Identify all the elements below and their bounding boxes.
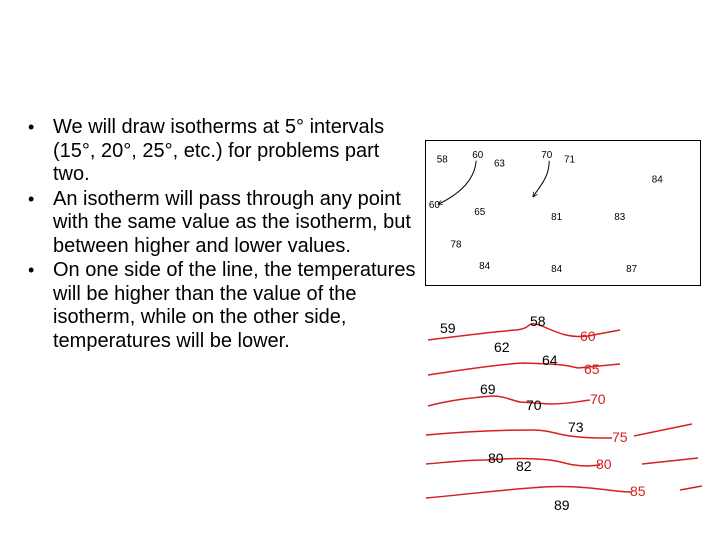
station-temperature-map	[425, 140, 701, 286]
bullet-list	[26, 116, 416, 354]
isotherm-label: 85	[630, 483, 646, 499]
temperature-value: 64	[542, 352, 558, 368]
isotherm-label: 80	[596, 456, 612, 472]
bullet-dot-icon: •	[28, 117, 35, 137]
station-value: 87	[626, 264, 638, 276]
isotherm-75-line-east	[634, 424, 692, 436]
station-value: 65	[474, 206, 486, 218]
station-value: 84	[479, 261, 491, 273]
arrow-icon	[439, 161, 476, 204]
temperature-value: 73	[568, 419, 584, 435]
station-value: 84	[651, 174, 663, 186]
bullet-text: We will draw isotherms at 5° intervals (15°, 20°, 25°, etc.) for problems part two.	[53, 116, 385, 185]
station-value: 83	[614, 211, 626, 223]
isotherm-85-line-east	[680, 486, 702, 490]
bullet-text: An isotherm will pass through any point with the same value as the isotherm, but between higher and lower values.	[53, 187, 411, 257]
isotherm-label: 70	[590, 391, 606, 407]
station-value: 81	[551, 211, 563, 223]
temperature-value: 70	[526, 397, 542, 413]
station-value: 78	[450, 239, 462, 251]
arrow-icon	[533, 161, 549, 197]
temperature-value: 80	[488, 450, 504, 466]
isotherm-70-line	[428, 396, 590, 406]
bullet-item	[26, 259, 416, 353]
isotherm-80-line-east	[642, 458, 698, 464]
station-value: 58	[436, 154, 448, 166]
temperature-value: 59	[440, 320, 456, 336]
station-value: 60	[472, 149, 484, 161]
station-value: 71	[563, 154, 575, 166]
isotherm-85-line	[426, 487, 632, 499]
bullet-dot-icon: •	[28, 188, 35, 209]
isotherm-80-line	[426, 459, 600, 467]
temperature-value: 58	[530, 313, 546, 329]
temperature-value: 89	[554, 497, 570, 513]
station-value: 63	[493, 158, 505, 170]
isotherm-lines	[426, 324, 702, 498]
bullet-item	[26, 188, 416, 259]
temperature-value: 62	[494, 339, 510, 355]
station-value: 70	[541, 149, 553, 161]
isotherm-label: 75	[612, 429, 628, 445]
isotherm-75-line	[426, 430, 612, 438]
station-value: 84	[551, 264, 563, 276]
isotherm-label: 60	[580, 328, 596, 344]
isotherm-map	[420, 308, 720, 540]
bullet-item	[26, 116, 416, 187]
bullet-text: On one side of the line, the temperatures will be higher than the value of the isotherm, while on the other side, temperatures will be lower.	[53, 259, 416, 352]
isotherm-label: 65	[584, 361, 600, 377]
temperature-value: 82	[516, 458, 532, 474]
station-value: 60	[428, 200, 440, 212]
bullet-dot-icon: •	[28, 260, 35, 280]
temperature-value: 69	[480, 381, 496, 397]
